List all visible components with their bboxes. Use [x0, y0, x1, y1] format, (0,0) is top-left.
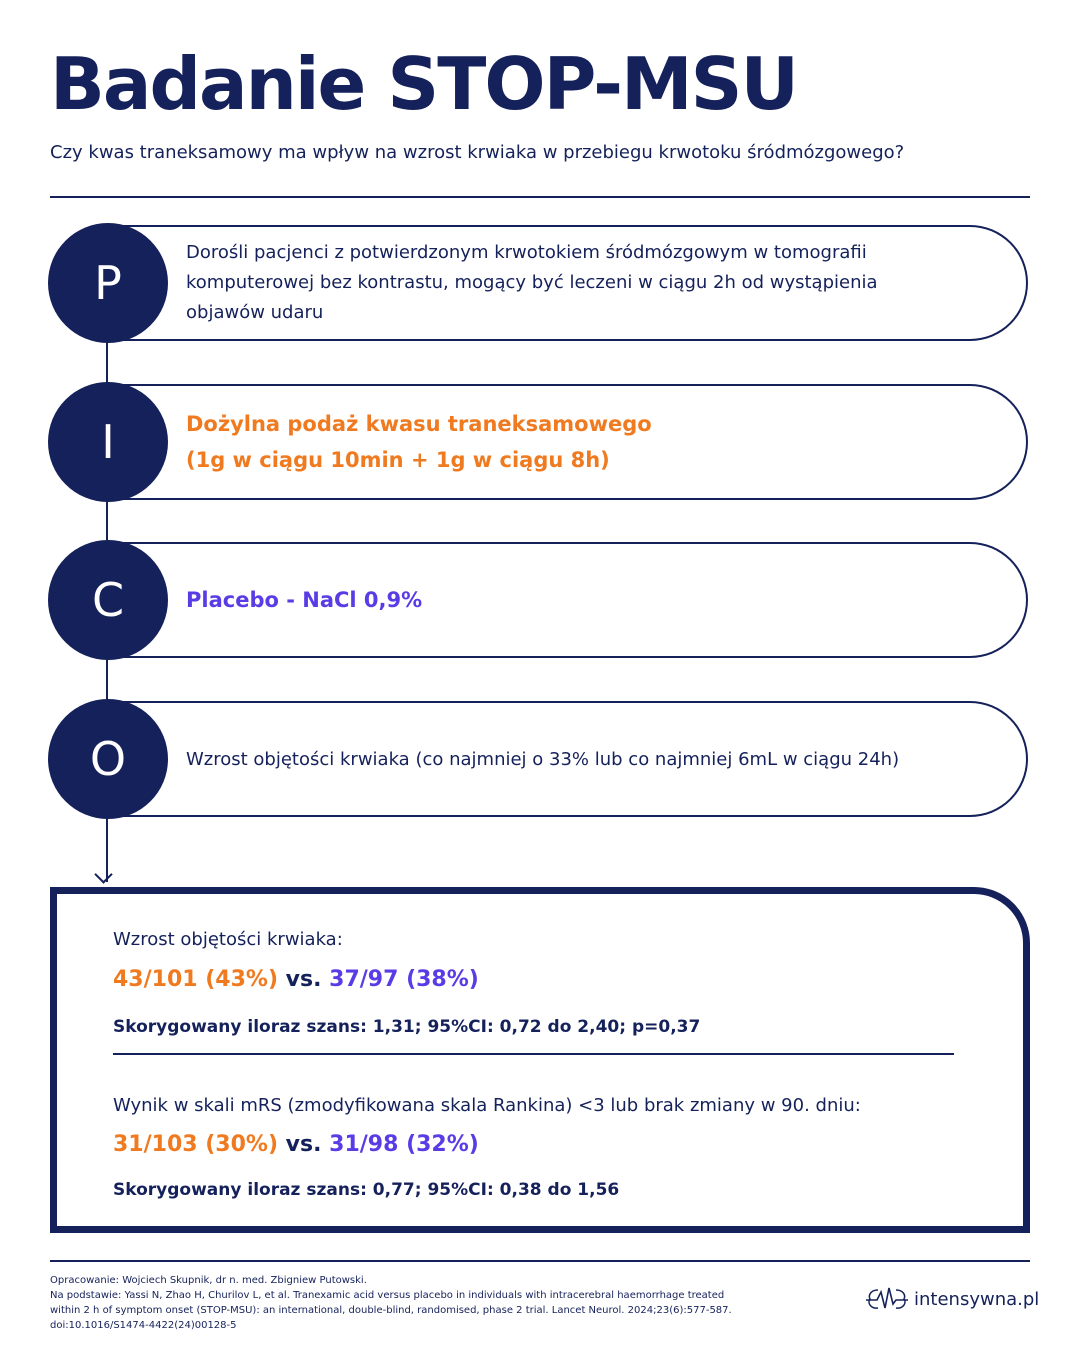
- brand-logo: [866, 1284, 1039, 1314]
- footer-credits: [50, 1273, 770, 1333]
- outcome1-label: Wzrost objętości krwiaka:: [113, 929, 343, 950]
- page-subtitle: Czy kwas traneksamowy ma wpływ na wzrost krwiaka w przebiegu krwotoku śródmózgowego?: [50, 142, 905, 163]
- results-divider: [113, 1053, 954, 1055]
- footer-source: Na podstawie: Yassi N, Zhao H, Churilov L, et al. Tranexamic acid versus placebo in individuals with intracerebral haemorrhage treated: [50, 1290, 725, 1301]
- outcome1-values: [113, 967, 479, 992]
- outcome2-label: Wynik w skali mRS (zmodyfikowana skala Rankina) <3 lub brak zmiany w 90. dniu:: [113, 1095, 861, 1116]
- population-line: Dorośli pacjenci z potwierdzonym krwotokiem śródmózgowym w tomografii: [186, 242, 867, 263]
- pico-letter-o: O: [48, 699, 168, 819]
- pico-text-outcome: [186, 701, 986, 817]
- pico-text-comparison: [186, 542, 986, 658]
- outcome2-control: 31/98 (32%): [329, 1132, 479, 1157]
- population-line: komputerowej bez kontrastu, mogący być leczeni w ciągu 2h od wystąpienia: [186, 272, 878, 293]
- outcome2-stat: Skorygowany iloraz szans: 0,77; 95%CI: 0,38 do 1,56: [113, 1180, 620, 1200]
- pico-letter-p: P: [48, 223, 168, 343]
- outcome2-treatment: 31/103 (30%): [113, 1132, 278, 1157]
- logo-text: intensywna.pl: [914, 1288, 1040, 1310]
- pico-letter-i: I: [48, 382, 168, 502]
- footer-source: within 2 h of symptom onset (STOP-MSU): an international, double-blind, randomised, phase 2 trial. Lancet Neurol. 2024;23(6):577-587.: [50, 1305, 732, 1316]
- footer-authors: Opracowanie: Wojciech Skupnik, dr n. med. Zbigniew Putowski.: [50, 1275, 367, 1286]
- outcome1-treatment: 43/101 (43%): [113, 967, 278, 992]
- pico-text-intervention: [186, 384, 986, 500]
- top-divider: [50, 196, 1030, 198]
- brain-pulse-icon: [866, 1284, 908, 1314]
- results-panel: [50, 887, 1030, 1233]
- bottom-divider: [50, 1260, 1030, 1262]
- outcome2-vs: vs.: [285, 1132, 322, 1157]
- footer-doi: doi:10.1016/S1474-4422(24)00128-5: [50, 1320, 237, 1331]
- arrow-down-icon: [94, 865, 112, 883]
- outcome1-vs: vs.: [285, 967, 322, 992]
- outcome1-stat: Skorygowany iloraz szans: 1,31; 95%CI: 0,72 do 2,40; p=0,37: [113, 1017, 701, 1037]
- pico-text-population: [186, 225, 986, 341]
- outcome2-values: [113, 1132, 479, 1157]
- intervention-line: (1g w ciągu 10min + 1g w ciągu 8h): [186, 448, 610, 472]
- pico-letter-c: C: [48, 540, 168, 660]
- comparison-line: Placebo - NaCl 0,9%: [186, 588, 423, 612]
- intervention-line: Dożylna podaż kwasu traneksamowego: [186, 412, 652, 436]
- outcome-line: Wzrost objętości krwiaka (co najmniej o 33% lub co najmniej 6mL w ciągu 24h): [186, 748, 900, 770]
- outcome1-control: 37/97 (38%): [329, 967, 479, 992]
- population-line: objawów udaru: [186, 302, 324, 323]
- page-title: Badanie STOP-MSU: [50, 42, 797, 126]
